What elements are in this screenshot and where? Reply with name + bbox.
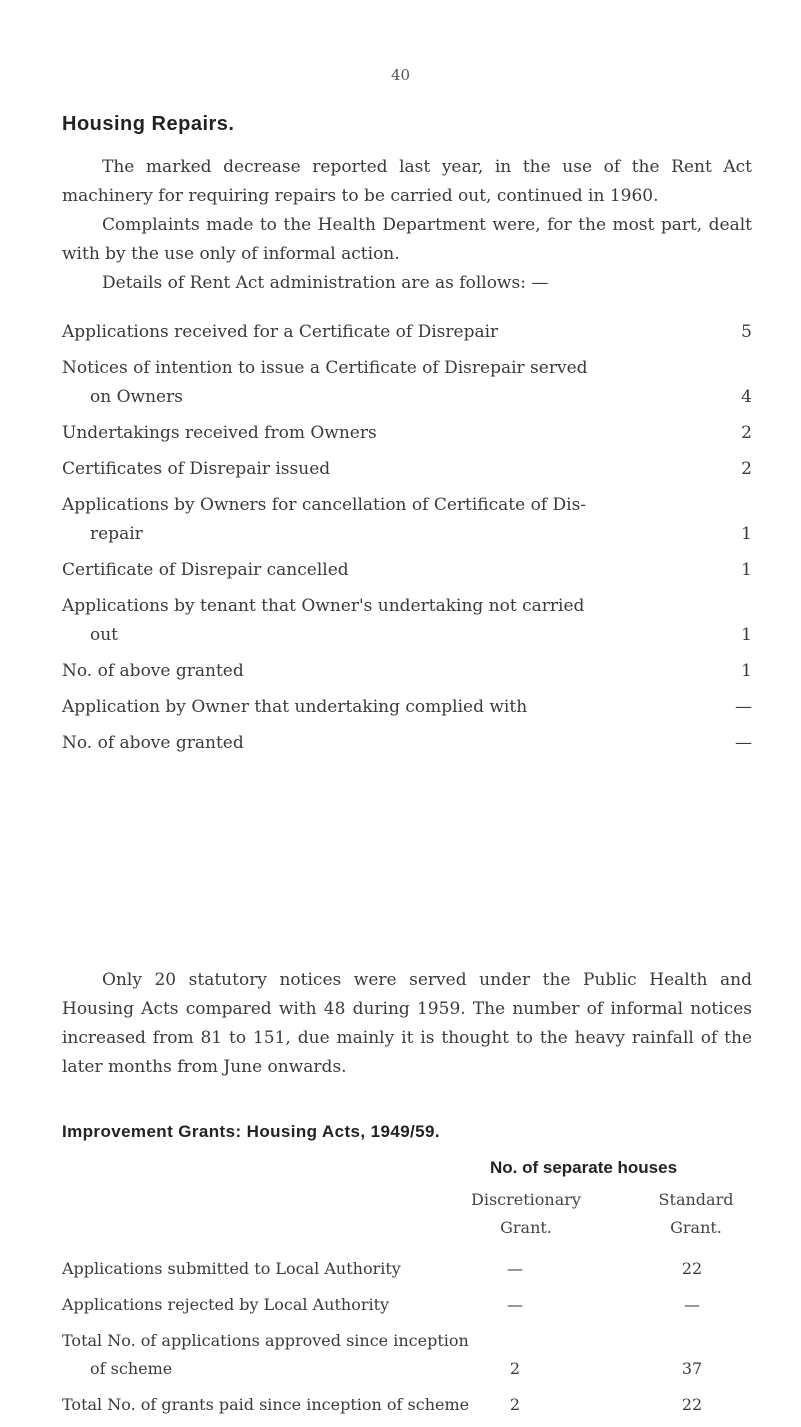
grants-table [62, 1255, 752, 1427]
cell-discretionary: — [507, 1259, 523, 1278]
paragraph-details-intro: Details of Rent Act administration are as follows: — [102, 273, 549, 293]
item-label: No. of above granted [62, 661, 244, 681]
row-label-line: Total No. of applications approved since inception [62, 1331, 469, 1350]
item-label-continuation: repair [90, 524, 143, 544]
item-value: 1 [741, 625, 752, 645]
section-title: Housing Repairs. [62, 113, 235, 135]
paragraph-decrease: The marked decrease reported last year, in the use of the Rent Act machinery for requiring repairs to be carried out, continued in 1960. [62, 157, 752, 206]
table-row [62, 1327, 752, 1383]
cell-standard: 22 [681, 1395, 703, 1414]
item-value: — [735, 733, 752, 753]
paragraph-notices: Only 20 statutory notices were served under the Public Health and Housing Acts compared with 48 during 1959. The number of informal notices increased from 81 to 151, due mainly it is thought to the heavy rainfall of the later months from June onwards. [62, 970, 752, 1077]
item-label-line: Applications by tenant that Owner's undertaking not carried [62, 596, 585, 616]
grants-title: Improvement Grants: Housing Acts, 1949/59. [62, 1122, 440, 1141]
item-label [62, 491, 752, 549]
item-value: 5 [741, 322, 752, 342]
page-number: 40 [390, 66, 411, 84]
item-label: Application by Owner that undertaking complied with [62, 697, 528, 717]
cell-discretionary: — [507, 1295, 523, 1314]
list-item [62, 455, 752, 484]
list-item [62, 318, 752, 347]
list-item [62, 693, 752, 722]
item-value: 2 [741, 459, 752, 479]
cell-discretionary: 2 [509, 1359, 521, 1378]
row-label: Applications rejected by Local Authority [62, 1295, 390, 1314]
item-value: — [735, 697, 752, 717]
list-item [62, 491, 752, 549]
item-label: Certificate of Disrepair cancelled [62, 560, 349, 580]
cell-standard: 22 [681, 1259, 703, 1278]
item-label [62, 592, 752, 650]
row-label: Total No. of grants paid since inception of scheme [62, 1395, 470, 1414]
item-label-continuation: on Owners [90, 387, 183, 407]
table-row [62, 1291, 752, 1319]
item-value: 2 [741, 423, 752, 443]
rent-act-details-list [62, 318, 752, 765]
grants-column-group-header: No. of separate houses [490, 1158, 678, 1177]
column-header-standard: Standard Grant. [658, 1190, 734, 1237]
item-label: Undertakings received from Owners [62, 423, 377, 443]
item-label: Applications received for a Certificate of Disrepair [62, 322, 499, 342]
item-label-line: Notices of intention to issue a Certificate of Disrepair served [62, 358, 588, 378]
table-row [62, 1255, 752, 1283]
paragraph-complaints: Complaints made to the Health Department were, for the most part, dealt with by the use only of informal action. [62, 215, 752, 264]
list-item [62, 657, 752, 686]
item-value: 4 [741, 387, 752, 407]
list-item [62, 354, 752, 412]
item-label-continuation: out [90, 625, 119, 645]
row-label [62, 1327, 482, 1383]
item-label: No. of above granted [62, 733, 244, 753]
column-header-discretionary: Discretionary Grant. [471, 1190, 581, 1237]
table-row [62, 1391, 752, 1419]
item-value: 1 [741, 524, 752, 544]
item-label-line: Applications by Owners for cancellation of Certificate of Dis- [62, 495, 587, 515]
item-value: 1 [741, 560, 752, 580]
item-label: Certificates of Disrepair issued [62, 459, 331, 479]
cell-standard: — [684, 1295, 700, 1314]
row-label-continuation: of scheme [90, 1359, 173, 1378]
item-value: 1 [741, 661, 752, 681]
list-item [62, 419, 752, 448]
row-label: Applications submitted to Local Authority [62, 1259, 401, 1278]
item-label [62, 354, 752, 412]
list-item [62, 592, 752, 650]
cell-standard: 37 [681, 1359, 703, 1378]
list-item [62, 556, 752, 585]
cell-discretionary: 2 [509, 1395, 521, 1414]
list-item [62, 729, 752, 758]
